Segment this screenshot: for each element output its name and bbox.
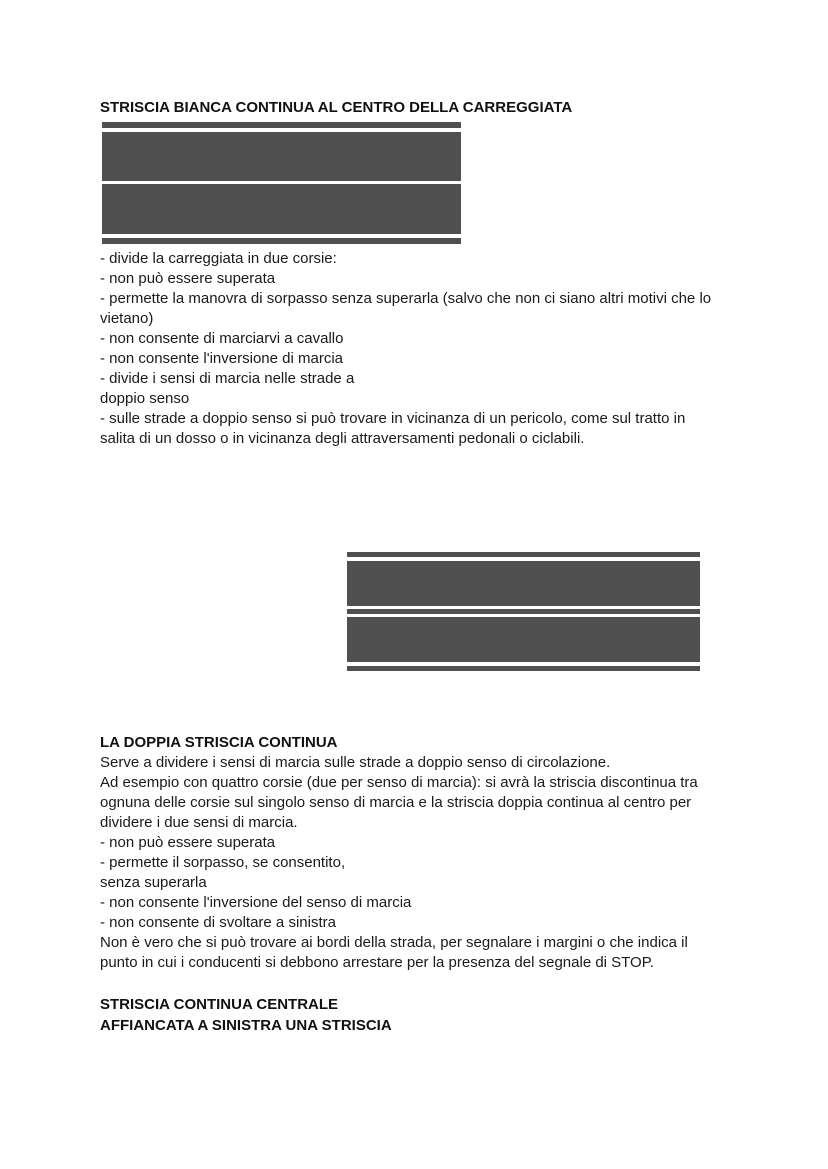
text-line: salita di un dosso o in vicinanza degli attraversamenti pedonali o ciclabili. <box>100 430 585 447</box>
text-line: - non consente l'inversione del senso di marcia <box>100 894 412 911</box>
text-line: Non è vero che si può trovare ai bordi della strada, per segnalare i margini o che indica il <box>100 934 688 951</box>
text-line: - sulle strade a doppio senso si può trovare in vicinanza di un pericolo, come sul tratto in <box>100 410 686 427</box>
text-line: - non può essere superata <box>100 834 276 851</box>
text-line: - permette la manovra di sorpasso senza superarla (salvo che non ci siano altri motivi che lo <box>100 290 712 307</box>
double-continuous-line-diagram <box>347 552 700 671</box>
text-line: ognuna delle corsie sul singolo senso di marcia e la striscia doppia continua al centro per <box>100 794 692 811</box>
text-line: - divide la carreggiata in due corsie: <box>100 250 337 267</box>
text-line: - non consente di marciarvi a cavallo <box>100 330 344 347</box>
single-continuous-white-line-diagram <box>102 122 461 244</box>
section-heading-double-continuous-line: LA DOPPIA STRISCIA CONTINUA <box>100 734 338 751</box>
section1-body <box>100 249 711 449</box>
road-lane-1 <box>347 561 700 606</box>
text-line: - non può essere superata <box>100 270 276 287</box>
road-lane-1 <box>102 132 461 181</box>
road-edge-strip-bottom <box>347 666 700 671</box>
road-edge-strip-bottom <box>102 238 461 244</box>
text-line: Serve a dividere i sensi di marcia sulle strade a doppio senso di circolazione. <box>100 754 611 771</box>
section2-body <box>100 753 698 973</box>
road-edge-strip-top <box>102 122 461 128</box>
heading-line: STRISCIA CONTINUA CENTRALE <box>100 996 339 1013</box>
text-line: - permette il sorpasso, se consentito, <box>100 854 346 871</box>
text-line: punto in cui i conducenti si debbono arrestare per la presenza del segnale di STOP. <box>100 954 654 971</box>
text-line: - non consente di svoltare a sinistra <box>100 914 336 931</box>
road-center-strip <box>347 609 700 614</box>
road-lane-2 <box>102 184 461 234</box>
road-lane-2 <box>347 617 700 662</box>
text-line: Ad esempio con quattro corsie (due per senso di marcia): si avrà la striscia discontinua tra <box>100 774 698 791</box>
text-line: - non consente l'inversione di marcia <box>100 350 343 367</box>
section-heading-single-continuous-line: STRISCIA BIANCA CONTINUA AL CENTRO DELLA CARREGGIATA <box>100 99 573 116</box>
text-line: vietano) <box>100 310 154 327</box>
text-line: doppio senso <box>100 390 190 407</box>
text-line: - divide i sensi di marcia nelle strade a <box>100 370 355 387</box>
text-line: dividere i due sensi di marcia. <box>100 814 298 831</box>
section3-heading <box>100 994 392 1036</box>
heading-line: AFFIANCATA A SINISTRA UNA STRISCIA <box>100 1017 392 1034</box>
road-edge-strip-top <box>347 552 700 557</box>
text-line: senza superarla <box>100 874 207 891</box>
